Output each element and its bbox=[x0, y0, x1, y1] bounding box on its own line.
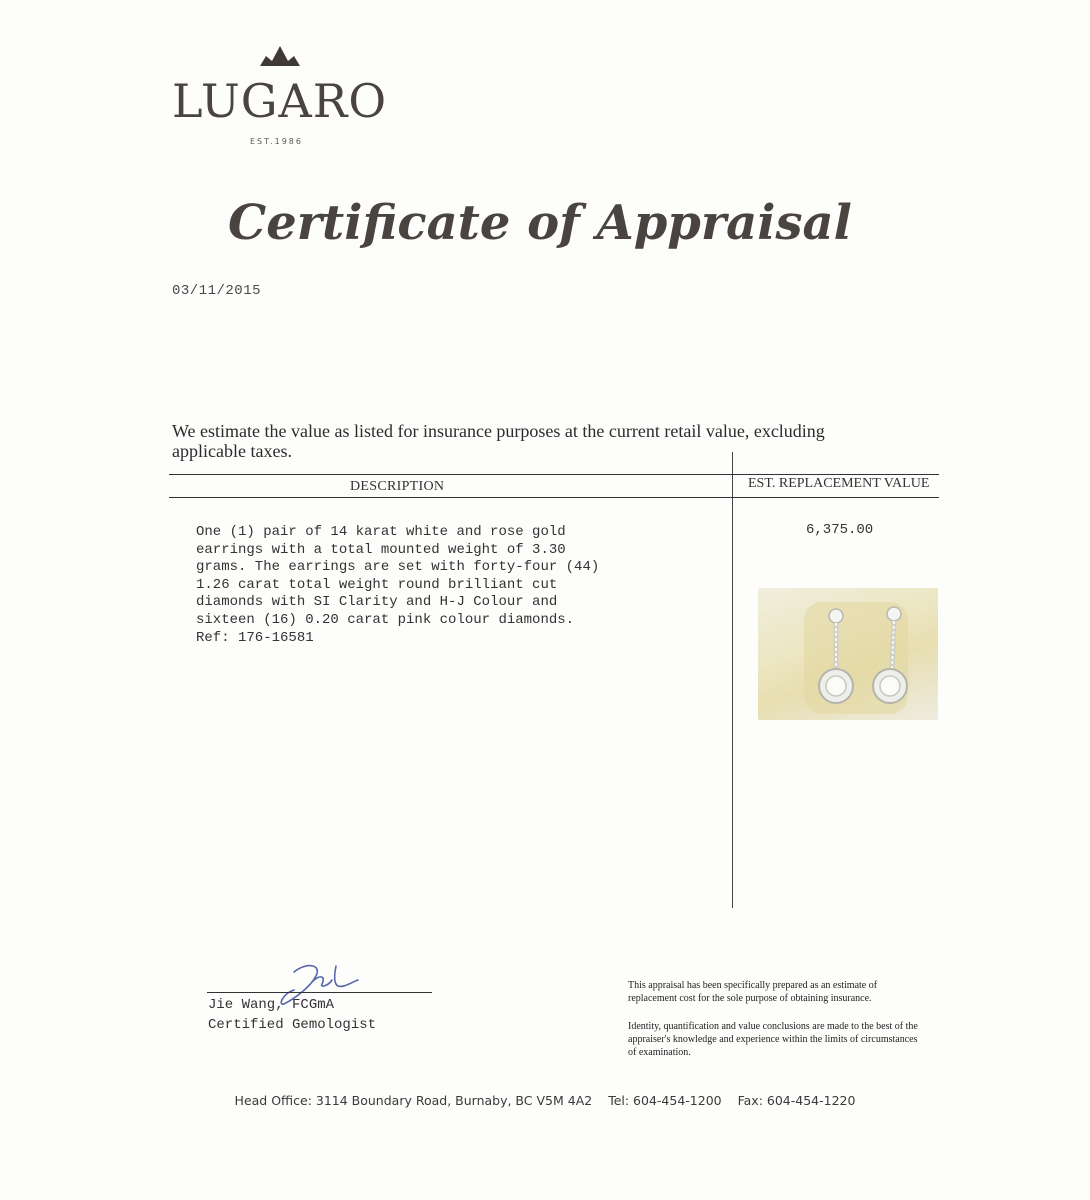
description-line: earrings with a total mounted weight of 3.30 bbox=[196, 541, 566, 558]
table-top-rule bbox=[169, 474, 939, 475]
description-line: Ref: 176-16581 bbox=[196, 629, 314, 646]
signature-line bbox=[207, 992, 432, 993]
gemologist-name: Jie Wang, FCGmA bbox=[208, 997, 335, 1013]
disclaimer-purpose: This appraisal has been specifically prepared as an estimate of replacement cost for the sole purpose of obtaining insurance. bbox=[628, 980, 878, 1004]
established-year: EST.1986 bbox=[250, 137, 303, 146]
head-office-address: Head Office: 3114 Boundary Road, Burnaby, BC V5M 4A2 bbox=[234, 1093, 593, 1108]
earrings-illustration bbox=[758, 588, 938, 720]
description-line: sixteen (16) 0.20 carat pink colour diamonds. bbox=[196, 611, 575, 628]
disclaimer-limits: Identity, quantification and value conclusions are made to the best of the appraiser's knowledge and experience within the limits of circumstances of examination. bbox=[628, 1021, 918, 1058]
table-bottom-rule bbox=[169, 497, 939, 498]
description-header: DESCRIPTION bbox=[350, 479, 445, 494]
description-line: 1.26 carat total weight round brilliant cut bbox=[196, 576, 558, 593]
description-line: One (1) pair of 14 karat white and rose gold bbox=[196, 524, 566, 540]
description-line: diamonds with SI Clarity and H-J Colour and bbox=[196, 594, 558, 611]
intro-statement: We estimate the value as listed for insurance purposes at the current retail value, excluding applicable taxes. bbox=[172, 421, 825, 461]
replacement-value: 6,375.00 bbox=[806, 522, 874, 538]
crown-icon bbox=[258, 44, 302, 68]
earrings-photo bbox=[758, 588, 938, 720]
item-description bbox=[196, 524, 716, 647]
value-header: EST. REPLACEMENT VALUE bbox=[748, 476, 930, 491]
description-line: grams. The earrings are set with forty-four (44) bbox=[196, 559, 600, 576]
appraisal-date: 03/11/2015 bbox=[172, 283, 262, 299]
document-title: Certificate of Appraisal bbox=[228, 195, 852, 251]
fax: Fax: 604-454-1220 bbox=[737, 1093, 856, 1108]
column-divider bbox=[732, 452, 733, 908]
gemologist-title: Certified Gemologist bbox=[208, 1017, 377, 1033]
telephone: Tel: 604-454-1200 bbox=[608, 1093, 722, 1108]
footer-contact bbox=[0, 1093, 1090, 1108]
brand-name: LUGARO bbox=[172, 74, 388, 128]
